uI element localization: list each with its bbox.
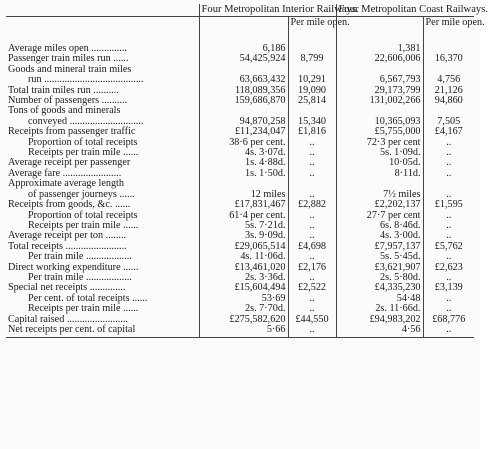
- interior-per-mile-value: ..: [288, 169, 336, 179]
- interior-value: 38·6 per cent.: [199, 138, 288, 148]
- interior-per-mile-value: 8,799: [288, 54, 336, 64]
- coast-value: £4,335,230: [336, 283, 423, 293]
- interior-value: 94,870,258: [199, 117, 288, 127]
- coast-per-mile-value: ..: [423, 294, 474, 304]
- interior-per-mile-value: ..: [288, 138, 336, 148]
- interior-per-mile-value: 19,090: [288, 86, 336, 96]
- interior-value: 53·69: [199, 294, 288, 304]
- coast-per-mile-value: £68,776: [423, 315, 474, 325]
- interior-value: 118,089,356: [199, 86, 288, 96]
- table-row: [6, 252, 474, 262]
- coast-per-mile-value: ..: [423, 325, 474, 338]
- coast-value: 5s. 5·45d.: [336, 252, 423, 262]
- coast-value: 29,173,799: [336, 86, 423, 96]
- row-label: Receipts from goods, &c. ......: [8, 199, 131, 211]
- coast-value: 27·7 per cent: [336, 211, 423, 221]
- coast-railways-header: Four Metropolitan Coast Railways.: [336, 4, 474, 17]
- row-label: run .......................................: [28, 74, 144, 86]
- coast-value: 1,381: [336, 28, 423, 54]
- coast-value: 8·11d.: [336, 169, 423, 179]
- interior-per-mile-value: ..: [288, 190, 336, 200]
- coast-value: 2s. 11·66d.: [336, 304, 423, 314]
- row-label: Approximate average length: [8, 178, 124, 190]
- coast-per-mile-value: £3,139: [423, 283, 474, 293]
- interior-value: 5s. 7·21d.: [199, 221, 288, 231]
- interior-value: 5·66: [199, 325, 288, 338]
- interior-value: 3s. 9·09d.: [199, 231, 288, 241]
- interior-per-mile-value: ..: [288, 252, 336, 262]
- interior-per-mile-value: £1,816: [288, 127, 336, 137]
- table-row: [6, 325, 474, 338]
- row-label: Receipts per train mile ......: [28, 219, 139, 231]
- row-label: Proportion of total receipts: [28, 209, 138, 221]
- row-label: Special net receipts ..............: [8, 282, 126, 294]
- interior-value: £17,831,467: [199, 200, 288, 210]
- coast-per-mile-value: ..: [423, 158, 474, 168]
- coast-value: 6,567,793: [336, 75, 423, 85]
- railway-statistics-table: [6, 4, 488, 338]
- sub-header-row: [6, 17, 474, 29]
- interior-value: 1s. 4·88d.: [199, 158, 288, 168]
- coast-value: 4·56: [336, 325, 423, 338]
- coast-per-mile-value: ..: [423, 169, 474, 179]
- coast-per-mile-header: Per mile open.: [423, 17, 474, 29]
- row-label: Total train miles run ..........: [8, 84, 119, 96]
- interior-per-mile-value: ..: [288, 211, 336, 221]
- coast-per-mile-value: ..: [423, 273, 474, 283]
- row-label: Tons of goods and minerals: [8, 105, 121, 117]
- coast-per-mile-value: ..: [423, 231, 474, 241]
- row-label: Goods and mineral train miles: [8, 63, 132, 75]
- row-label: Receipts per train mile ......: [28, 303, 139, 315]
- interior-per-mile-value: ..: [288, 148, 336, 158]
- coast-per-mile-value: 4,756: [423, 75, 474, 85]
- row-label: Net receipts per cent. of capital: [6, 325, 199, 338]
- coast-per-mile-value: ..: [423, 304, 474, 314]
- coast-per-mile-value: ..: [423, 190, 474, 200]
- group-header-row: [6, 4, 474, 17]
- row-label: Average fare .......................: [8, 167, 122, 179]
- interior-value: 61·4 per cent.: [199, 211, 288, 221]
- row-label: Direct working expenditure ......: [8, 261, 139, 273]
- coast-per-mile-value: 94,860: [423, 96, 474, 106]
- coast-value: 4s. 3·00d.: [336, 231, 423, 241]
- interior-value: £275,582,620: [199, 315, 288, 325]
- interior-value: 2s. 7·70d.: [199, 304, 288, 314]
- row-label: Average receipt per ton ........: [8, 230, 127, 242]
- interior-per-mile-value: 15,340: [288, 117, 336, 127]
- table-row: [6, 304, 474, 314]
- row-label: Per train mile ..................: [28, 251, 132, 263]
- coast-value: 10·05d.: [336, 158, 423, 168]
- interior-total-subheader: [199, 17, 288, 29]
- coast-value: 7½ miles: [336, 190, 423, 200]
- row-label: of passenger journeys ......: [28, 188, 135, 200]
- interior-value: 63,663,432: [199, 75, 288, 85]
- coast-value: £5,755,000: [336, 127, 423, 137]
- interior-per-mile-value: ..: [288, 294, 336, 304]
- row-label: Average receipt per passenger: [8, 157, 131, 169]
- coast-value: £2,202,137: [336, 200, 423, 210]
- interior-per-mile-value: £2,522: [288, 283, 336, 293]
- coast-per-mile-value: £2,623: [423, 263, 474, 273]
- stub-header: [6, 4, 199, 17]
- coast-value: 72·3 per cent: [336, 138, 423, 148]
- coast-value: 2s. 5·80d.: [336, 273, 423, 283]
- interior-value: 4s. 3·07d.: [199, 148, 288, 158]
- interior-per-mile-value: 10,291: [288, 75, 336, 85]
- coast-value: 54·48: [336, 294, 423, 304]
- row-label: Average miles open ..............: [8, 43, 127, 54]
- row-label: Proportion of total receipts: [28, 136, 138, 148]
- interior-value: £29,065,514: [199, 242, 288, 252]
- coast-per-mile-value: £5,762: [423, 242, 474, 252]
- interior-value: 6,186: [199, 28, 288, 54]
- coast-value: 5s. 1·09d.: [336, 148, 423, 158]
- coast-value: £94,983,202: [336, 315, 423, 325]
- coast-per-mile-value: ..: [423, 252, 474, 262]
- interior-per-mile-value: ..: [288, 158, 336, 168]
- coast-per-mile-value: [423, 28, 474, 54]
- coast-value: £7,957,137: [336, 242, 423, 252]
- row-label: Total receipts ........................: [8, 240, 127, 252]
- coast-value: 10,365,093: [336, 117, 423, 127]
- interior-value: 2s. 3·36d.: [199, 273, 288, 283]
- interior-per-mile-header: Per mile open.: [288, 17, 336, 29]
- interior-per-mile-value: ..: [288, 273, 336, 283]
- interior-value: £15,604,494: [199, 283, 288, 293]
- coast-per-mile-value: 7,505: [423, 117, 474, 127]
- coast-per-mile-value: ..: [423, 221, 474, 231]
- row-label: conveyed .............................: [28, 115, 144, 127]
- coast-value: 22,606,006: [336, 54, 423, 64]
- interior-per-mile-value: £2,176: [288, 263, 336, 273]
- interior-railways-header: Four Metropolitan Interior Railways.: [199, 4, 336, 17]
- interior-per-mile-value: £2,882: [288, 200, 336, 210]
- row-label: Receipts per train mile ......: [28, 147, 139, 159]
- row-label: Receipts from passenger traffic: [8, 126, 136, 138]
- interior-value: 4s. 11·06d.: [199, 252, 288, 262]
- interior-per-mile-value: ..: [288, 304, 336, 314]
- row-label: Passenger train miles run ......: [8, 53, 129, 65]
- interior-per-mile-value: ..: [288, 231, 336, 241]
- interior-value: 1s. 1·50d.: [199, 169, 288, 179]
- interior-per-mile-value: £4,698: [288, 242, 336, 252]
- row-label: Capital raised ........................: [8, 313, 128, 325]
- coast-per-mile-value: ..: [423, 211, 474, 221]
- interior-value: 159,686,870: [199, 96, 288, 106]
- interior-per-mile-value: ..: [288, 221, 336, 231]
- table-row: [6, 28, 474, 54]
- interior-value: 12 miles: [199, 190, 288, 200]
- interior-per-mile-value: £44,550: [288, 315, 336, 325]
- table-row: [6, 200, 474, 210]
- row-label: Per cent. of total receipts ......: [28, 292, 148, 304]
- coast-per-mile-value: £4,167: [423, 127, 474, 137]
- interior-value: £11,234,047: [199, 127, 288, 137]
- interior-per-mile-value: ..: [288, 325, 336, 338]
- interior-value: £13,461,020: [199, 263, 288, 273]
- coast-per-mile-value: £1,595: [423, 200, 474, 210]
- stub-subheader: [6, 17, 199, 29]
- coast-per-mile-value: 21,126: [423, 86, 474, 96]
- row-label: Per train mile ..................: [28, 271, 132, 283]
- interior-value: 54,425,924: [199, 54, 288, 64]
- coast-per-mile-value: 16,370: [423, 54, 474, 64]
- coast-value: 6s. 8·46d.: [336, 221, 423, 231]
- coast-per-mile-value: ..: [423, 138, 474, 148]
- row-label: Number of passengers ..........: [8, 95, 128, 107]
- coast-value: £3,621,907: [336, 263, 423, 273]
- interior-per-mile-value: 25,814: [288, 96, 336, 106]
- interior-per-mile-value: [288, 28, 336, 54]
- coast-per-mile-value: ..: [423, 148, 474, 158]
- coast-value: 131,002,266: [336, 96, 423, 106]
- table-body: [6, 28, 474, 338]
